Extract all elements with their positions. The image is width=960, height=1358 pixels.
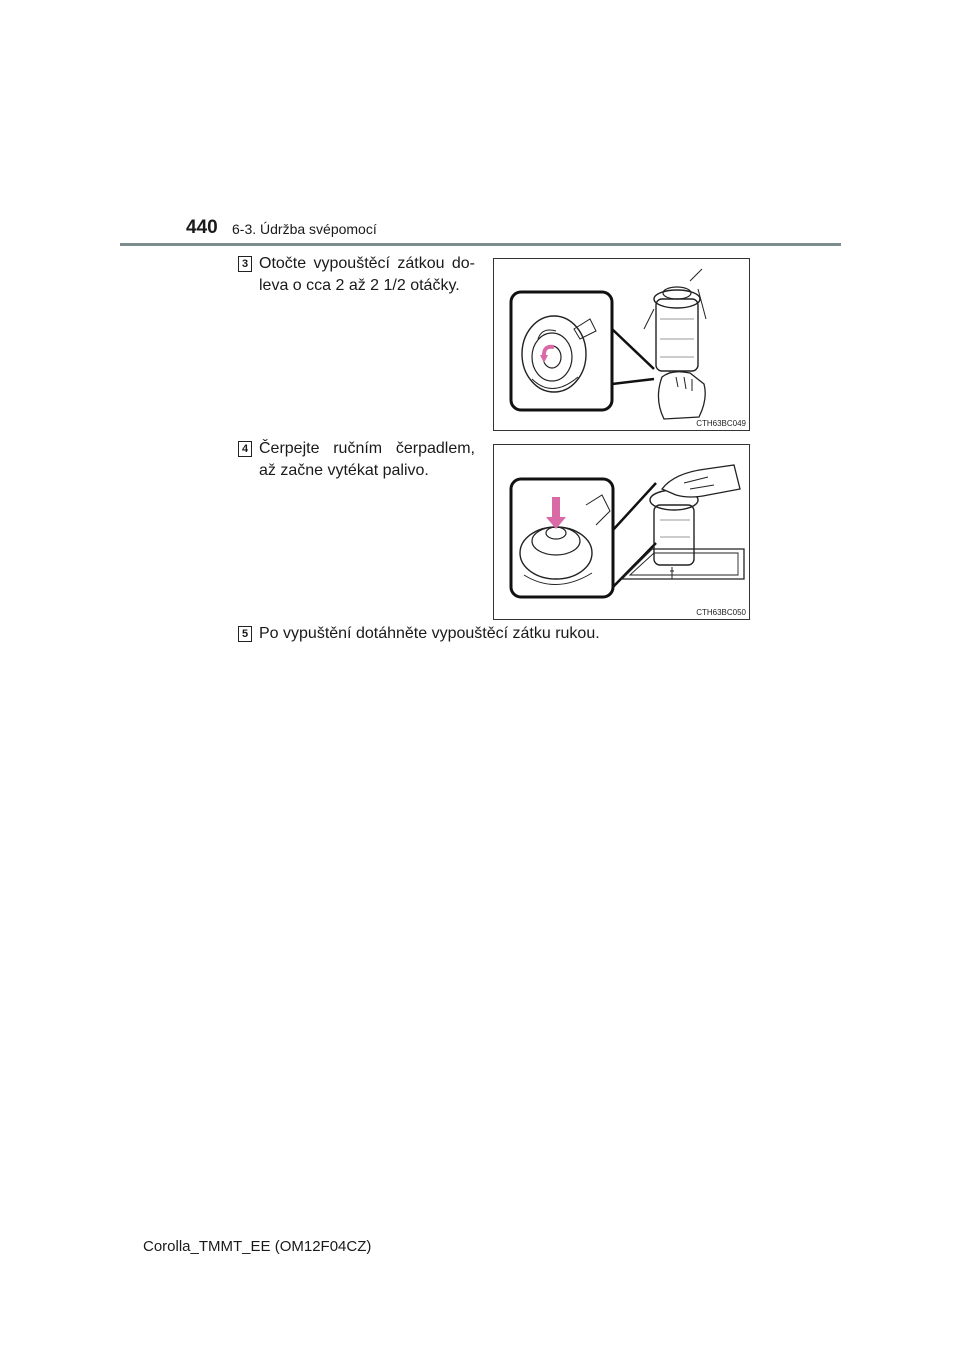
hand-pump-illustration [494, 445, 749, 619]
drain-plug-illustration [494, 259, 749, 430]
figure-hand-pump [493, 444, 750, 620]
figure-drain-plug [493, 258, 750, 431]
step-4-text: Čerpejte ručním čerpadlem, až začne vytékat palivo. [259, 440, 475, 479]
section-title: 6-3. Údržba svépomocí [232, 221, 377, 237]
step-5-text: Po vypuštění dotáhněte vypouštěcí zátku rukou. [259, 625, 600, 642]
step-4-number: 4 [238, 441, 252, 457]
footer-label: Corolla_TMMT_EE (OM12F04CZ) [143, 1238, 372, 1255]
header-rule [120, 243, 841, 246]
page-number: 440 [186, 217, 218, 238]
figure-code: CTH63BC049 [696, 419, 746, 428]
step-5-number: 5 [238, 626, 252, 642]
step-3-number: 3 [238, 256, 252, 272]
figure-code: CTH63BC050 [696, 608, 746, 617]
step-3-text: Otočte vypouštěcí zátkou do-leva o cca 2 až 2 1/2 otáčky. [259, 255, 475, 294]
